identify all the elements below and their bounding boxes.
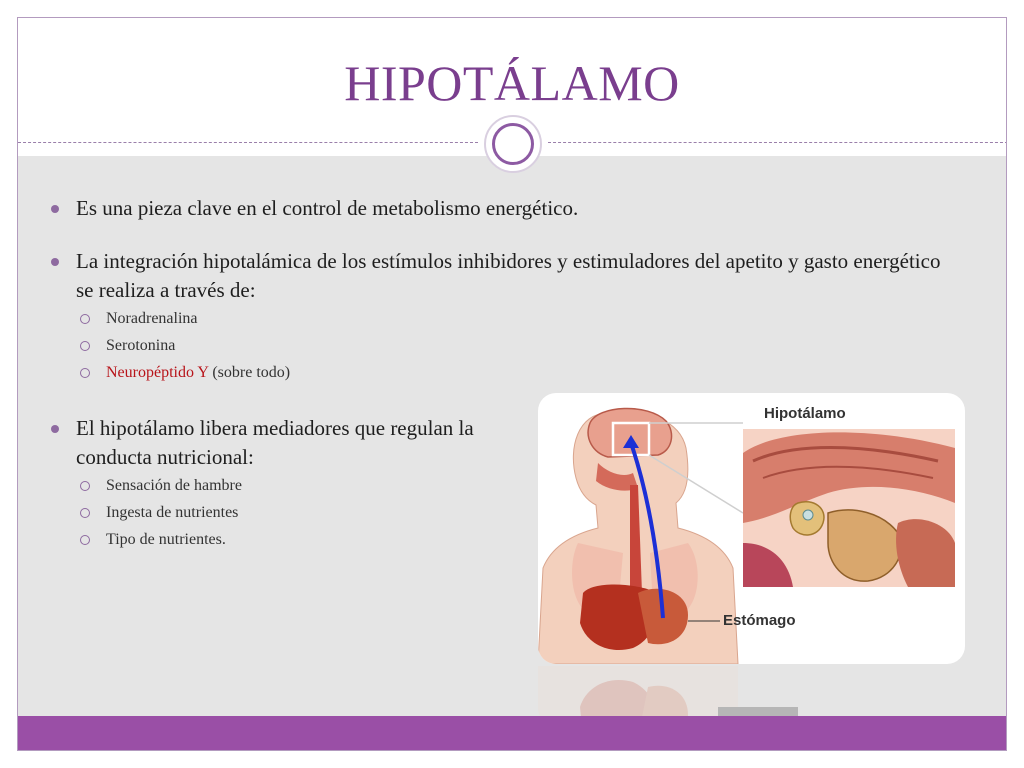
slide-frame [17, 17, 1007, 751]
content-area [18, 156, 1006, 716]
sub-bullet-noradrenalina: Noradrenalina [48, 305, 948, 332]
neuropeptido-highlight: Neuropéptido Y [106, 364, 209, 381]
bullet-mediators: El hipotálamo libera mediadores que regulan la conducta nutricional: [48, 414, 508, 472]
anatomy-illustration [538, 393, 965, 664]
sub-bullet-serotonina: Serotonina [48, 332, 948, 359]
slide-title: HIPOTÁLAMO [344, 55, 680, 111]
circle-ornament [484, 115, 542, 173]
title-divider-left [18, 142, 478, 143]
sub-bullet-neuropeptido [48, 359, 948, 386]
sub-bullet-ingesta: Ingesta de nutrientes [48, 499, 948, 526]
bottom-accent-bar [18, 716, 1006, 751]
sub-bullet-tipo: Tipo de nutrientes. [48, 526, 948, 553]
neuropeptido-note: (sobre todo) [208, 364, 291, 381]
bullet-integration: La integración hipotalámica de los estímulos inhibidores y estimuladores del apetito y gasto energético se realiza a través de: [48, 247, 948, 305]
title-divider-right [548, 142, 1007, 143]
sub-bullet-hambre: Sensación de hambre [48, 472, 948, 499]
bullet-metabolism: Es una pieza clave en el control de metabolismo energético. [48, 194, 948, 223]
circle-ornament-inner [492, 123, 534, 165]
label-hipotalamo: Hipotálamo [764, 405, 846, 422]
label-estomago: Estómago [723, 612, 796, 629]
